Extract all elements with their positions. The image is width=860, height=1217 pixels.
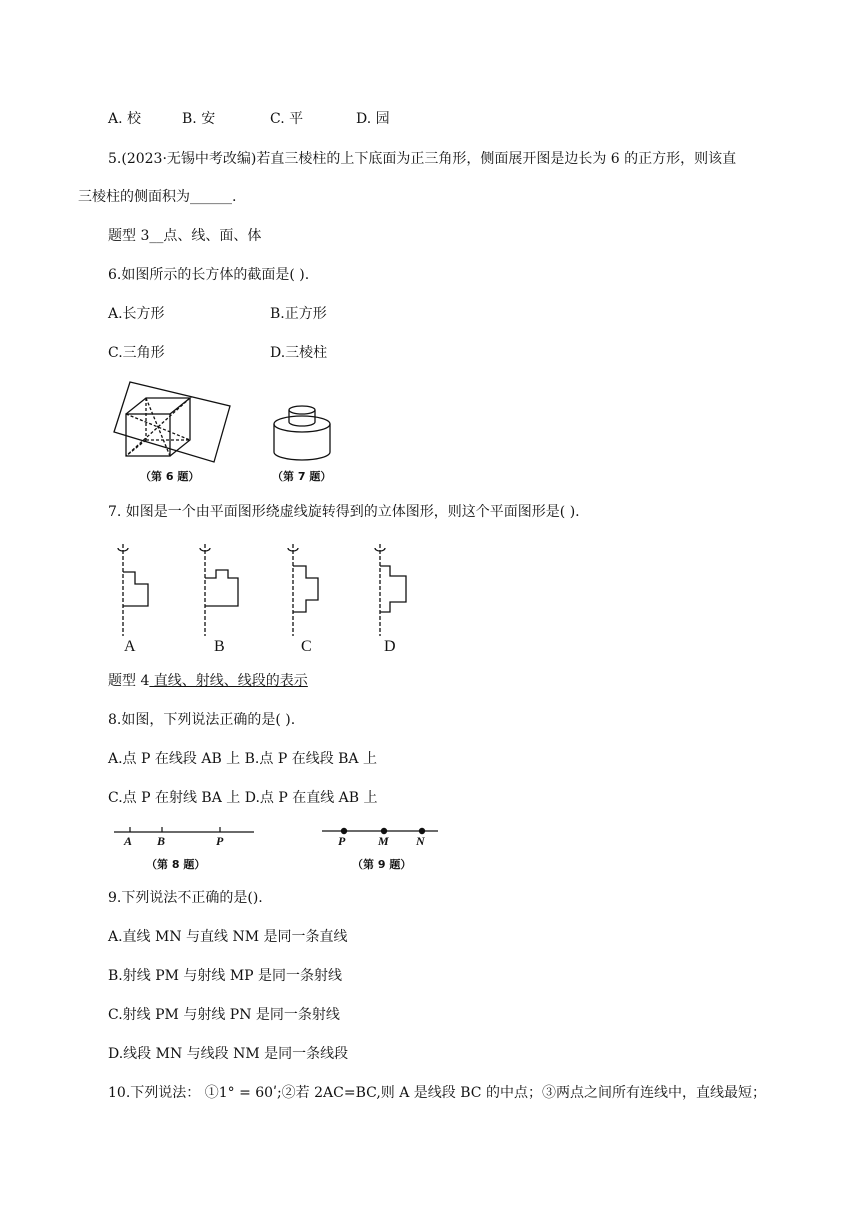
q6-option-a: A.长方形 — [108, 306, 165, 322]
q7-label-a: A — [124, 638, 136, 655]
q8-options-cd: C.点 P 在射线 BA 上 D.点 P 在直线 AB 上 — [108, 790, 378, 806]
figure-9-point-p: P — [338, 834, 346, 848]
figure-7-caption: （第 7 题） — [272, 470, 332, 483]
figure-9-caption: （第 9 题） — [352, 858, 412, 871]
q4-option-b: B. 安 — [182, 111, 216, 127]
section-prefix: 题型 4 — [108, 673, 150, 689]
q6-stem: 6.如图所示的长方体的截面是( ). — [108, 267, 310, 283]
q7-stem: 7. 如图是一个由平面图形绕虚线旋转得到的立体图形，则这个平面图形是( ). — [108, 504, 580, 520]
section-heading-type4 — [108, 672, 308, 690]
figure-8-line — [114, 824, 256, 838]
figure-6-caption: （第 6 题） — [140, 470, 200, 483]
q8-options-ab: A.点 P 在线段 AB 上 B.点 P 在线段 BA 上 — [108, 751, 377, 767]
figure-9-point-n: N — [416, 834, 425, 848]
q8-stem: 8.如图，下列说法正确的是( ). — [108, 712, 296, 728]
q7-option-figures — [108, 540, 418, 640]
section-title: __点、线、面、体 — [149, 228, 262, 244]
section-title: 直线、射线、线段的表示 — [149, 673, 308, 689]
q7-label-c: C — [301, 638, 312, 655]
q9-option-a: A.直线 MN 与直线 NM 是同一条直线 — [108, 929, 348, 945]
figure-7-cylinders — [270, 404, 334, 464]
q9-stem: 9.下列说法不正确的是(). — [108, 890, 263, 906]
q9-option-b: B.射线 PM 与射线 MP 是同一条射线 — [108, 968, 343, 984]
section-prefix: 题型 3 — [108, 228, 150, 244]
q6-option-b: B.正方形 — [270, 306, 327, 322]
q9-option-c: C.射线 PM 与射线 PN 是同一条射线 — [108, 1007, 340, 1023]
figure-8-point-b: B — [157, 834, 166, 848]
q9-option-d: D.线段 MN 与线段 NM 是同一条线段 — [108, 1046, 349, 1062]
q5-line1: 5.(2023·无锡中考改编)若直三棱柱的上下底面为正三角形，侧面展开图是边长为 6 的正方形，则该直 — [108, 151, 737, 167]
figure-8-caption: （第 8 题） — [146, 858, 206, 871]
q4-option-c: C. 平 — [270, 111, 304, 127]
q10-text: 10.下列说法： ①1° = 60ʹ;②若 2AC=BC,则 A 是线段 BC 的中点；③两点之间所有连线中，直线最短； — [108, 1085, 766, 1101]
figure-8-point-a: A — [124, 834, 133, 848]
figure-8-point-p: P — [216, 834, 224, 848]
q6-option-c: C.三角形 — [108, 345, 165, 361]
q6-option-d: D.三棱柱 — [270, 345, 328, 361]
q4-option-a: A. 校 — [108, 111, 142, 127]
figure-6-cuboid-section — [110, 380, 230, 464]
q7-label-b: B — [214, 638, 225, 655]
q7-label-d: D — [384, 638, 396, 655]
section-heading-type3 — [108, 227, 261, 245]
figure-9-point-m: M — [378, 834, 389, 848]
q4-option-d: D. 园 — [356, 111, 390, 127]
q5-line2: 三棱柱的侧面积为______. — [78, 189, 237, 205]
